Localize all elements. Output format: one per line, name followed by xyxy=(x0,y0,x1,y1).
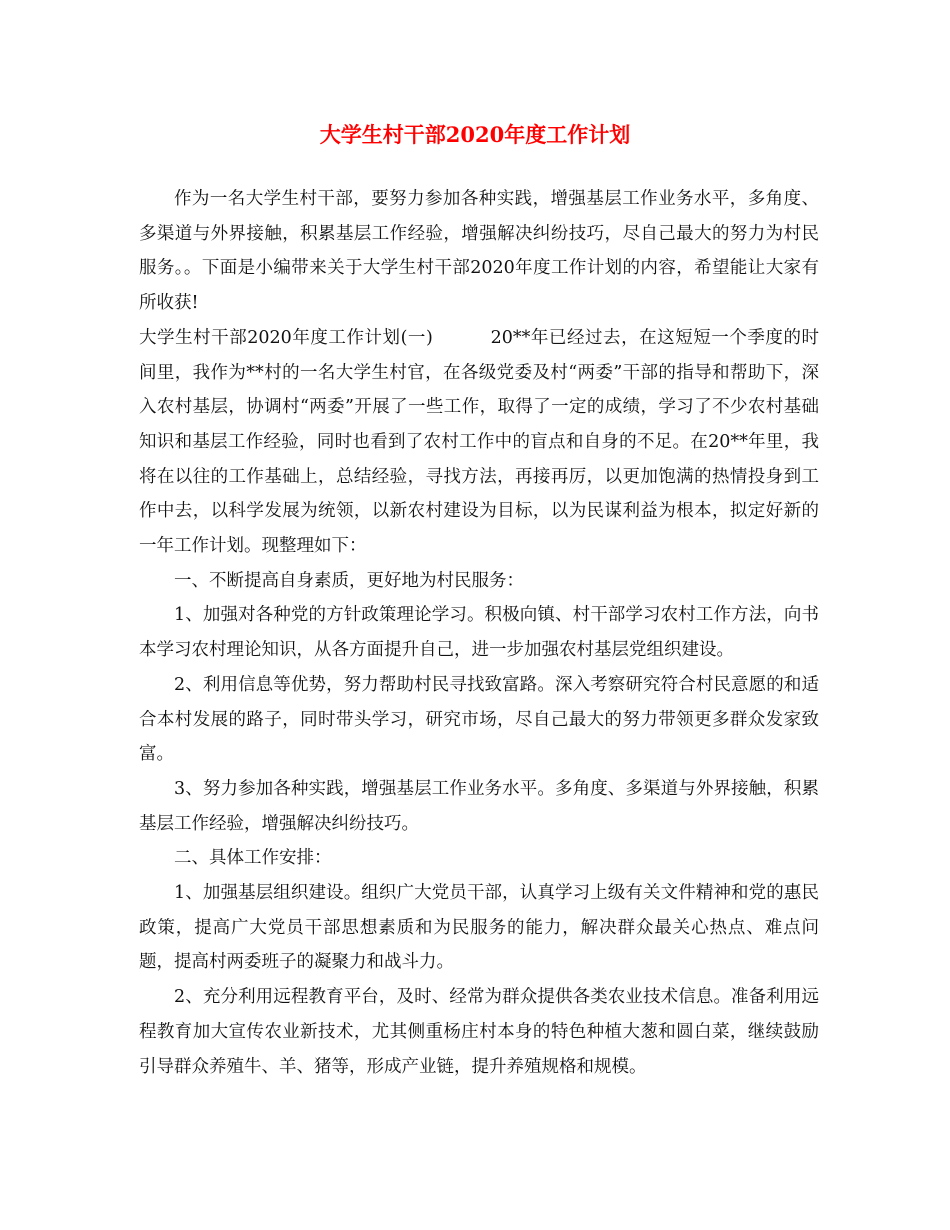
item-1-3: 3、努力参加各种实践，增强基层工作业务水平。多角度、多渠道与外界接触，积累基层工作经验，增强解决纠纷技巧。 xyxy=(139,778,819,834)
heading-1: 一、不断提高自身素质，更好地为村民服务： xyxy=(174,570,524,591)
item-2-1: 1、加强基层组织建设。组织广大党员干部，认真学习上级有关文件精神和党的惠民政策，提高广大党员干部思想素质和为民服务的能力，解决群众最关心热点、难点问题，提高村两委班子的凝聚力和战斗力。 xyxy=(139,883,819,973)
section1-title: 大学生村干部2020年度工作计划(一) xyxy=(139,327,433,348)
document-body xyxy=(139,182,819,1084)
item-2-2: 2、充分利用远程教育平台，及时、经常为群众提供各类农业技术信息。准备利用远程教育加大宣传农业新技术，尤其侧重杨庄村本身的特色种植大葱和圆白菜，继续鼓励引导群众养殖牛、羊、猪等，形成产业链，提升养殖规格和规模。 xyxy=(139,987,819,1077)
document-title: 大学生村干部2020年度工作计划 xyxy=(319,122,631,147)
item-1-1: 1、加强对各种党的方针政策理论学习。积极向镇、村干部学习农村工作方法，向书本学习农村理论知识，从各方面提升自己，进一步加强农村基层党组织建设。 xyxy=(139,605,819,661)
section1-text: 20**年已经过去，在这短短一个季度的时间里，我作为**村的一名大学生村官，在各级党委及村“两委”干部的指导和帮助下，深入农村基层，协调村“两委”开展了一些工作，取得了一定的成绩，学习了不少农村基础知识和基层工作经验，同时也看到了农村工作中的盲点和自身的不足。在20**年里，我将在以往的工作基础上，总结经验，寻找方法，再接再厉，以更加饱满的热情投身到工作中去，以科学发展为统领，以新农村建设为目标，以为民谋利益为根本，拟定好新的一年工作计划。现整理如下： xyxy=(139,327,819,557)
intro-paragraph: 作为一名大学生村干部，要努力参加各种实践，增强基层工作业务水平，多角度、多渠道与外界接触，积累基层工作经验，增强解决纠纷技巧，尽自己最大的努力为村民服务。。下面是小编带来关于大学生村干部2020年度工作计划的内容，希望能让大家有所收获! xyxy=(139,189,819,314)
heading-2: 二、具体工作安排： xyxy=(174,848,332,869)
item-1-2: 2、利用信息等优势，努力帮助村民寻找致富路。深入考察研究符合村民意愿的和适合本村发展的路子，同时带头学习，研究市场，尽自己最大的努力带领更多群众发家致富。 xyxy=(139,674,819,765)
section1-paragraph xyxy=(139,321,819,564)
